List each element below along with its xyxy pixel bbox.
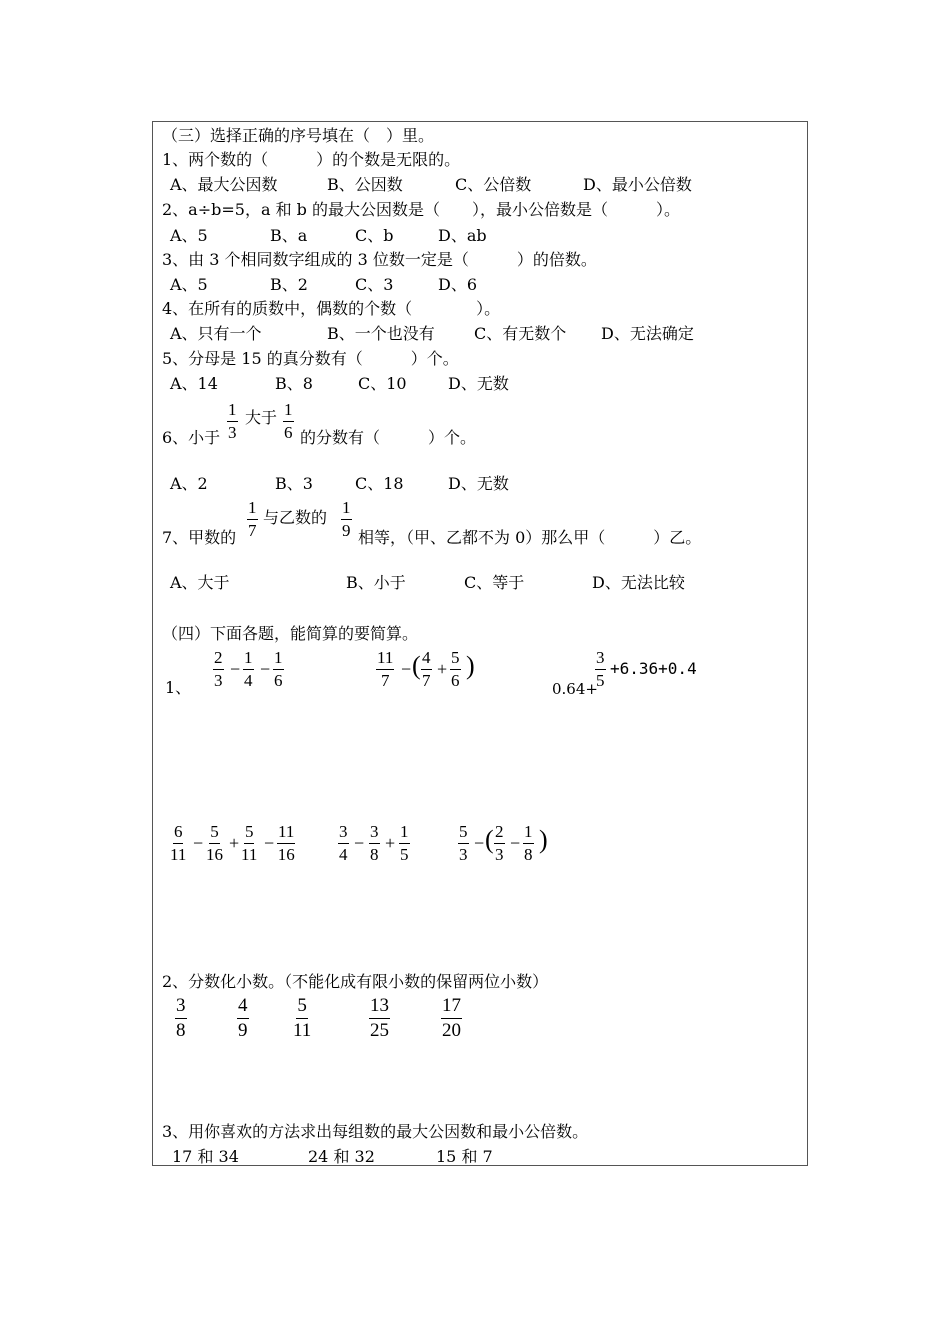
e5-fraction-1 [338,822,349,865]
q4-stem: 4、在所有的质数中，偶数的个数（ ）。 [162,299,501,318]
problem1-label: 1、 [165,678,192,697]
numerator: 1 [273,648,284,670]
denominator: 11 [241,845,258,864]
q4-option-c: C、有无数个 [474,324,567,343]
e2-operator-2: + [437,659,448,679]
denominator: 4 [339,845,348,864]
q7-prefix: 7、甲数的 [162,528,237,547]
e6-operator-1: − [474,833,485,853]
e6-fraction-1 [458,822,469,865]
numerator: 17 [441,995,462,1019]
q6-option-a: A、2 [170,474,208,493]
q2-option-c: C、b [355,226,394,245]
e3-lead: 0.64+ [552,680,598,698]
q4-option-d: D、无法确定 [601,324,694,343]
numerator: 3 [175,995,187,1019]
e6-left-paren: ( [485,825,494,854]
q7-option-b: B、小于 [346,573,406,592]
e4-fraction-4 [277,822,295,865]
q1-option-a: A、最大公因数 [170,175,278,194]
e2-fraction-1 [376,648,394,691]
q2-option-a: A、5 [170,226,208,245]
denominator: 8 [176,1020,186,1041]
e4-operator-2: + [229,833,240,853]
numerator: 6 [173,822,184,844]
numerator: 1 [341,498,352,520]
denominator: 16 [277,845,295,864]
q6-suffix: 的分数有（ ）个。 [300,428,477,447]
denominator: 8 [370,845,379,864]
e4-fraction-2 [206,822,223,865]
e2-fraction-2 [421,648,432,691]
numerator: 5 [209,822,220,844]
p2-fraction-4 [369,995,390,1042]
e1-fraction-3 [273,648,284,691]
q3-option-a: A、5 [170,275,208,294]
denominator: 9 [238,1020,248,1041]
e6-fraction-2 [494,822,505,865]
q7-suffix: 相等，（甲、乙都不为 0）那么甲（ ）乙。 [358,528,702,547]
q2-option-b: B、a [270,226,308,245]
q6-option-d: D、无数 [448,474,509,493]
section3-heading: （三）选择正确的序号填在（ ）里。 [162,126,435,145]
p2-fraction-5 [441,995,462,1042]
q2-stem: 2、a÷b=5，a 和 b 的最大公因数是（ ），最小公倍数是（ ）。 [162,200,680,219]
q3-option-c: C、3 [355,275,394,294]
e4-fraction-1 [170,822,186,865]
denominator: 20 [442,1020,461,1041]
denominator: 3 [228,423,237,442]
denominator: 9 [342,521,351,540]
p2-fraction-2 [237,995,249,1042]
q6-mid: 大于 [245,408,278,427]
problem2-stem: 2、分数化小数。（不能化成有限小数的保留两位小数） [162,972,549,991]
denominator: 3 [495,845,504,864]
q6-fraction-1 [227,400,238,443]
e5-fraction-2 [369,822,380,865]
q5-stem: 5、分母是 15 的真分数有（ ）个。 [162,349,459,368]
e1-operator-1: − [230,659,241,679]
numerator: 2 [494,822,505,844]
p2-fraction-3 [293,995,311,1042]
section4-heading: （四）下面各题，能简算的要简算。 [162,624,419,643]
numerator: 1 [523,822,534,844]
q7-option-a: A、大于 [170,573,230,592]
q5-option-b: B、8 [275,374,313,393]
q4-option-b: B、一个也没有 [327,324,435,343]
e6-fraction-3 [523,822,534,865]
q6-option-b: B、3 [275,474,313,493]
e6-right-paren: ) [539,825,548,854]
e2-fraction-3 [450,648,461,691]
denominator: 11 [293,1020,312,1041]
q6-option-c: C、18 [355,474,404,493]
denominator: 7 [248,521,257,540]
q7-fraction-1 [247,498,258,541]
e2-operator-1: − [401,659,412,679]
numerator: 3 [595,648,606,670]
q1-option-b: B、公因数 [327,175,403,194]
q1-stem: 1、两个数的（ ）的个数是无限的。 [162,150,461,169]
p3-group-3: 15 和 7 [436,1147,493,1166]
numerator: 2 [213,648,224,670]
numerator: 1 [283,400,294,422]
numerator: 5 [458,822,469,844]
p2-fraction-1 [175,995,187,1042]
denominator: 6 [274,671,283,690]
q6-prefix: 6、小于 [162,428,221,447]
q2-option-d: D、ab [438,226,487,245]
denominator: 8 [524,845,533,864]
e4-operator-1: − [193,833,204,853]
numerator: 5 [450,648,461,670]
numerator: 4 [421,648,432,670]
denominator: 25 [370,1020,389,1041]
numerator: 5 [296,995,308,1019]
e1-operator-2: − [260,659,271,679]
q7-option-d: D、无法比较 [592,573,685,592]
q3-option-b: B、2 [270,275,308,294]
e4-operator-3: − [264,833,275,853]
q7-fraction-2 [341,498,352,541]
numerator: 5 [244,822,255,844]
q4-option-a: A、只有一个 [170,324,262,343]
q1-option-c: C、公倍数 [455,175,532,194]
q3-stem: 3、由 3 个相同数字组成的 3 位数一定是（ ）的倍数。 [162,250,597,269]
e2-left-paren: ( [412,651,421,680]
e5-operator-1: − [354,833,365,853]
p3-group-2: 24 和 32 [308,1147,375,1166]
q3-option-d: D、6 [438,275,478,294]
numerator: 3 [338,822,349,844]
q5-option-c: C、10 [358,374,407,393]
numerator: 1 [399,822,410,844]
q5-option-a: A、14 [170,374,218,393]
q6-fraction-2 [283,400,294,443]
q5-option-d: D、无数 [448,374,509,393]
e3-fraction [595,648,606,691]
denominator: 6 [284,423,293,442]
q1-option-d: D、最小公倍数 [583,175,692,194]
e1-fraction-2 [243,648,254,691]
e5-operator-2: + [385,833,396,853]
numerator: 13 [369,995,390,1019]
numerator: 4 [237,995,249,1019]
denominator: 4 [244,671,253,690]
p3-group-1: 17 和 34 [172,1147,239,1166]
e5-fraction-3 [399,822,410,865]
numerator: 11 [277,822,295,844]
q7-mid: 与乙数的 [263,508,328,527]
denominator: 7 [380,671,390,690]
denominator: 6 [451,671,460,690]
e3-tail: +6.36+0.4 [610,659,697,678]
denominator: 3 [214,671,223,690]
numerator: 1 [227,400,238,422]
e6-operator-2: − [510,833,521,853]
numerator: 1 [247,498,258,520]
e4-fraction-3 [241,822,257,865]
numerator: 3 [369,822,380,844]
denominator: 7 [422,671,431,690]
q7-option-c: C、等于 [464,573,525,592]
problem3-stem: 3、用你喜欢的方法求出每组数的最大公因数和最小公倍数。 [162,1122,589,1141]
e1-fraction-1 [213,648,224,691]
denominator: 16 [206,845,223,864]
e2-right-paren: ) [466,651,475,680]
denominator: 5 [596,671,605,690]
denominator: 5 [400,845,409,864]
denominator: 11 [170,845,187,864]
numerator: 1 [243,648,254,670]
denominator: 3 [459,845,468,864]
numerator: 11 [376,648,394,670]
